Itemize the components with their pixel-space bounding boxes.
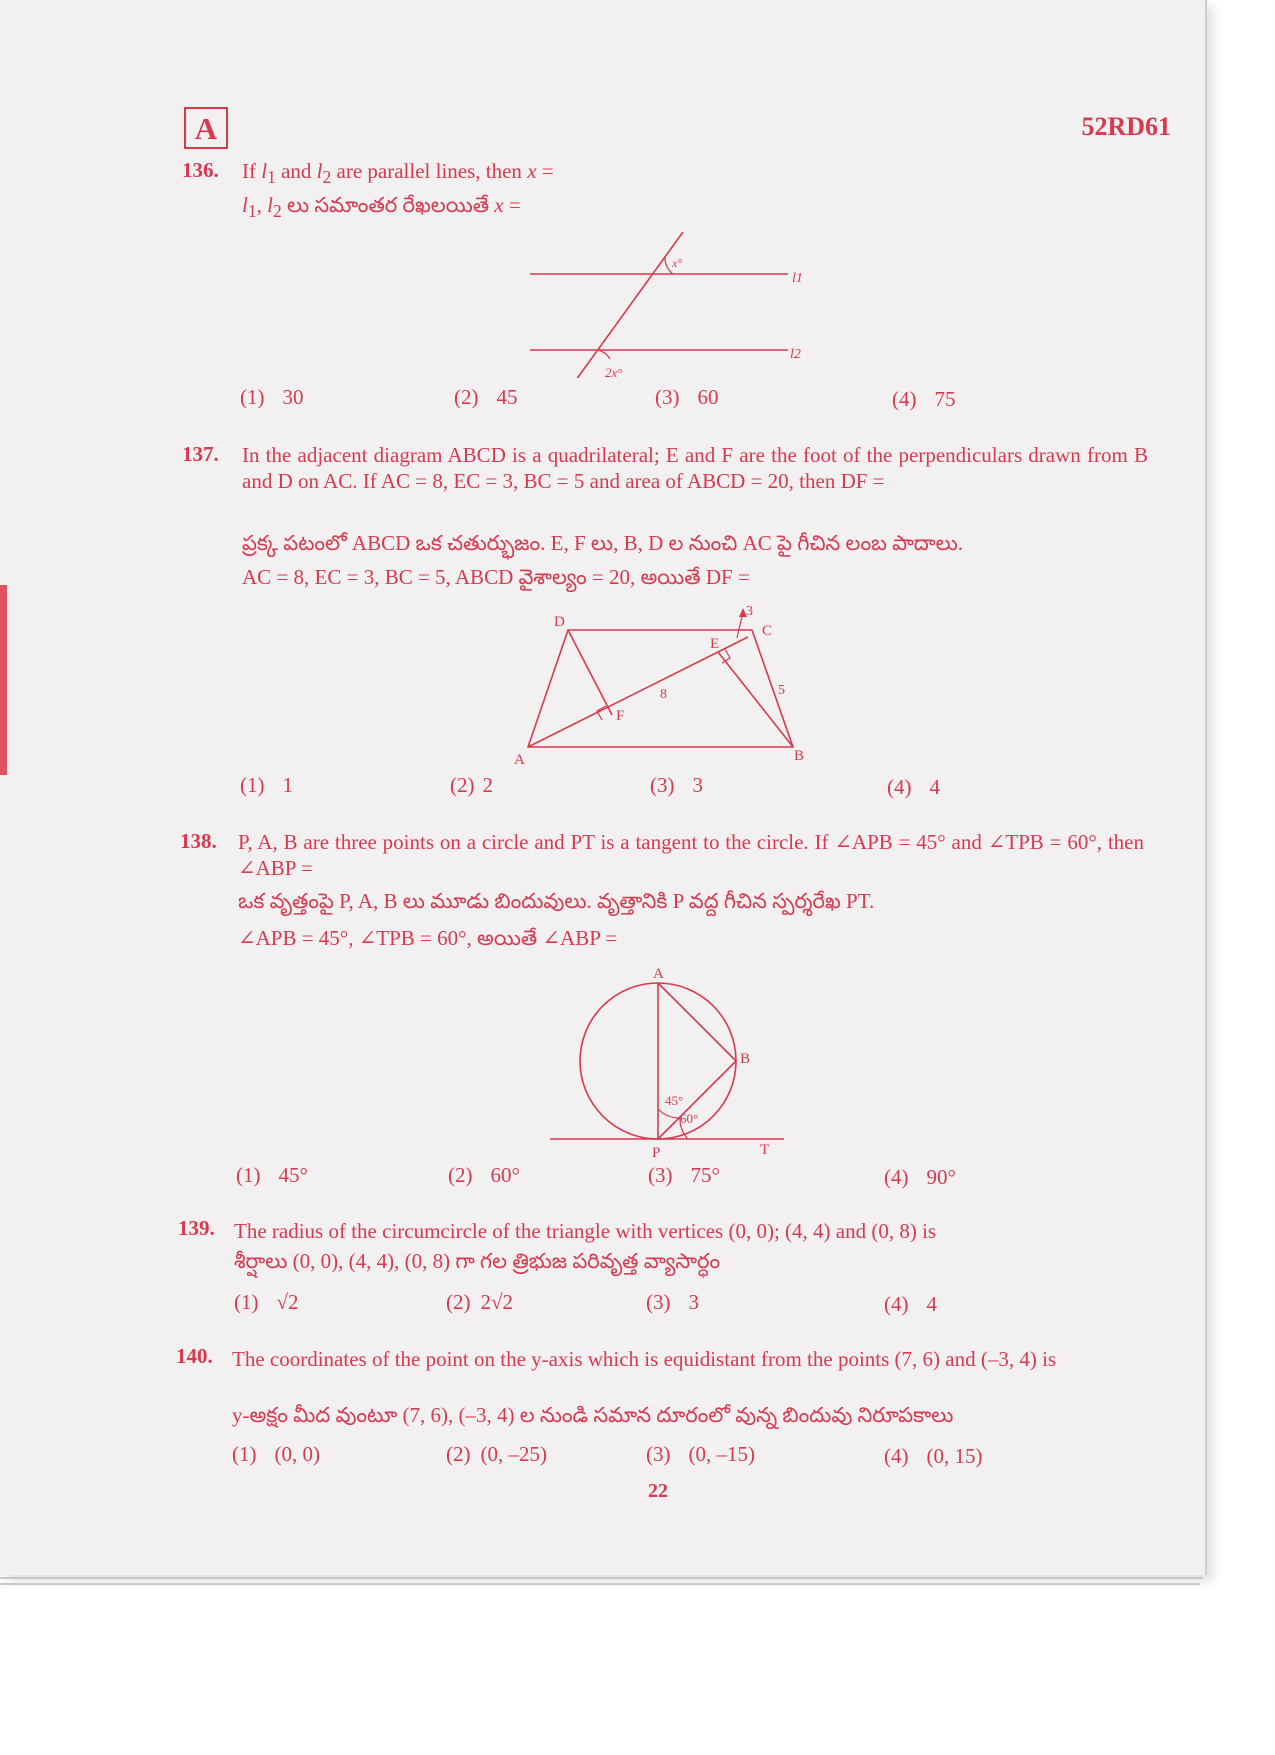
question-text-english: In the adjacent diagram ABCD is a quadrilateral; E and F are the foot of the perpendiculars drawn from B and D on AC. If AC = 8, EC = 3, BC = 5 and area of ABCD = 20, then DF =: [242, 443, 1148, 493]
question-text-telugu: ఒక వృత్తంపై P, A, B లు మూడు బిందువులు. వృత్తానికి P వద్ద గీచిన స్పర్శరేఖ PT.: [238, 889, 875, 913]
length-label-ac: 8: [660, 687, 667, 702]
label-l1: l1: [792, 271, 803, 286]
chord-ab: [658, 983, 736, 1061]
sheet-edge: [0, 1577, 1203, 1579]
parallel-lines-figure: [520, 228, 810, 378]
option-1[interactable]: (1) 45°: [236, 1163, 308, 1187]
perpendicular-be: [718, 652, 793, 747]
option-2[interactable]: (2) (0, –25): [446, 1442, 547, 1466]
option-3[interactable]: (3) 75°: [648, 1163, 720, 1187]
option-3[interactable]: (3) 60: [655, 385, 719, 409]
question-number: 139.: [178, 1216, 215, 1240]
question-text-english: The coordinates of the point on the y-axis which is equidistant from the points (7, 6) and (–3, 4) is: [232, 1347, 1057, 1371]
question-text-telugu: ప్రక్క పటంలో ABCD ఒక చతుర్భుజం. E, F లు, B, D ల నుంచి AC పై గీచిన లంబ పాదాలు.: [242, 531, 963, 555]
point-b: B: [740, 1051, 751, 1067]
angle-arc-2x: [598, 350, 610, 359]
question-text-english: The radius of the circumcircle of the triangle with vertices (0, 0); (4, 4) and (0, 8) is: [234, 1219, 937, 1243]
option-4[interactable]: (4) 4: [887, 775, 940, 799]
question-text-telugu: y-అక్షం మీద వుంటూ (7, 6), (–3, 4) ల నుండి సమాన దూరంలో వున్న బిందువు నిరూపకాలు: [232, 1403, 954, 1427]
option-3[interactable]: (3) 3: [650, 773, 703, 797]
option-1[interactable]: (1) 1: [240, 773, 293, 797]
page-number: 22: [648, 1480, 668, 1502]
sheet-edge: [0, 1583, 1200, 1585]
diagonal-ac: [528, 637, 748, 747]
option-4[interactable]: (4) (0, 15): [884, 1444, 983, 1468]
vertex-a: A: [514, 752, 525, 768]
angle-arc-45: [658, 1109, 679, 1118]
point-t: T: [760, 1142, 770, 1158]
question-number: 138.: [180, 829, 217, 853]
option-3[interactable]: (3) (0, –15): [646, 1442, 755, 1466]
question-text-telugu: $l_1$, $l_2$ లు సమాంతర రేఖలయితే x =: [242, 193, 521, 222]
option-2[interactable]: (2) 2√2: [446, 1290, 514, 1314]
question-text-english: If $l_1$ and $l_2$ are parallel lines, then x =: [242, 159, 554, 188]
length-label-bc: 5: [778, 683, 785, 698]
perpendicular-df: [568, 630, 612, 715]
question-text-english: P, A, B are three points on a circle and PT is a tangent to the circle. If ∠APB = 45° and ∠TPB = 60°, then ∠ABP =: [238, 830, 1144, 880]
option-4[interactable]: (4) 75: [892, 387, 956, 411]
vertex-c: C: [762, 623, 773, 639]
transversal: [576, 232, 683, 378]
option-1[interactable]: (1) √2: [234, 1290, 299, 1314]
vertex-b: B: [794, 748, 805, 764]
option-1[interactable]: (1) 30: [240, 385, 304, 409]
right-angle-e: [722, 649, 730, 663]
question-text-telugu: శీర్షాలు (0, 0), (4, 4), (0, 8) గా గల త్రిభుజ పరివృత్త వ్యాసార్ధం: [234, 1249, 721, 1273]
question-number: 140.: [176, 1344, 213, 1368]
point-e: E: [710, 636, 720, 652]
circle-tangent-figure: [540, 962, 800, 1160]
question-set-letter: A: [184, 107, 228, 149]
question-number: 136.: [182, 158, 219, 182]
option-1[interactable]: (1) (0, 0): [232, 1442, 320, 1466]
quadrilateral-figure: [510, 602, 840, 772]
option-2[interactable]: (2) 2: [450, 773, 493, 797]
option-3[interactable]: (3) 3: [646, 1290, 699, 1314]
paper-code: 52RD61: [1081, 112, 1171, 141]
question-number: 137.: [182, 442, 219, 466]
question-text-telugu: ∠APB = 45°, ∠TPB = 60°, అయితే ∠ABP =: [238, 926, 618, 950]
angle-label-x: x°: [672, 256, 683, 270]
angle-label-apb: 45°: [665, 1093, 684, 1108]
option-2[interactable]: (2) 60°: [448, 1163, 520, 1187]
option-4[interactable]: (4) 4: [884, 1292, 937, 1316]
option-2[interactable]: (2) 45: [454, 385, 518, 409]
point-a: A: [653, 966, 664, 982]
question-text-telugu: AC = 8, EC = 3, BC = 5, ABCD వైశాల్యం = 20, అయితే DF =: [242, 565, 750, 589]
point-f: F: [616, 708, 625, 724]
vertex-d: D: [554, 614, 565, 630]
point-p: P: [652, 1145, 661, 1160]
label-l2: l2: [790, 347, 801, 362]
length-label-ec: 3: [746, 604, 753, 619]
binding-tab: [0, 585, 7, 775]
angle-label-2x: 2x°: [605, 365, 623, 378]
angle-label-tpb: 60°: [680, 1111, 699, 1126]
option-4[interactable]: (4) 90°: [884, 1165, 956, 1189]
